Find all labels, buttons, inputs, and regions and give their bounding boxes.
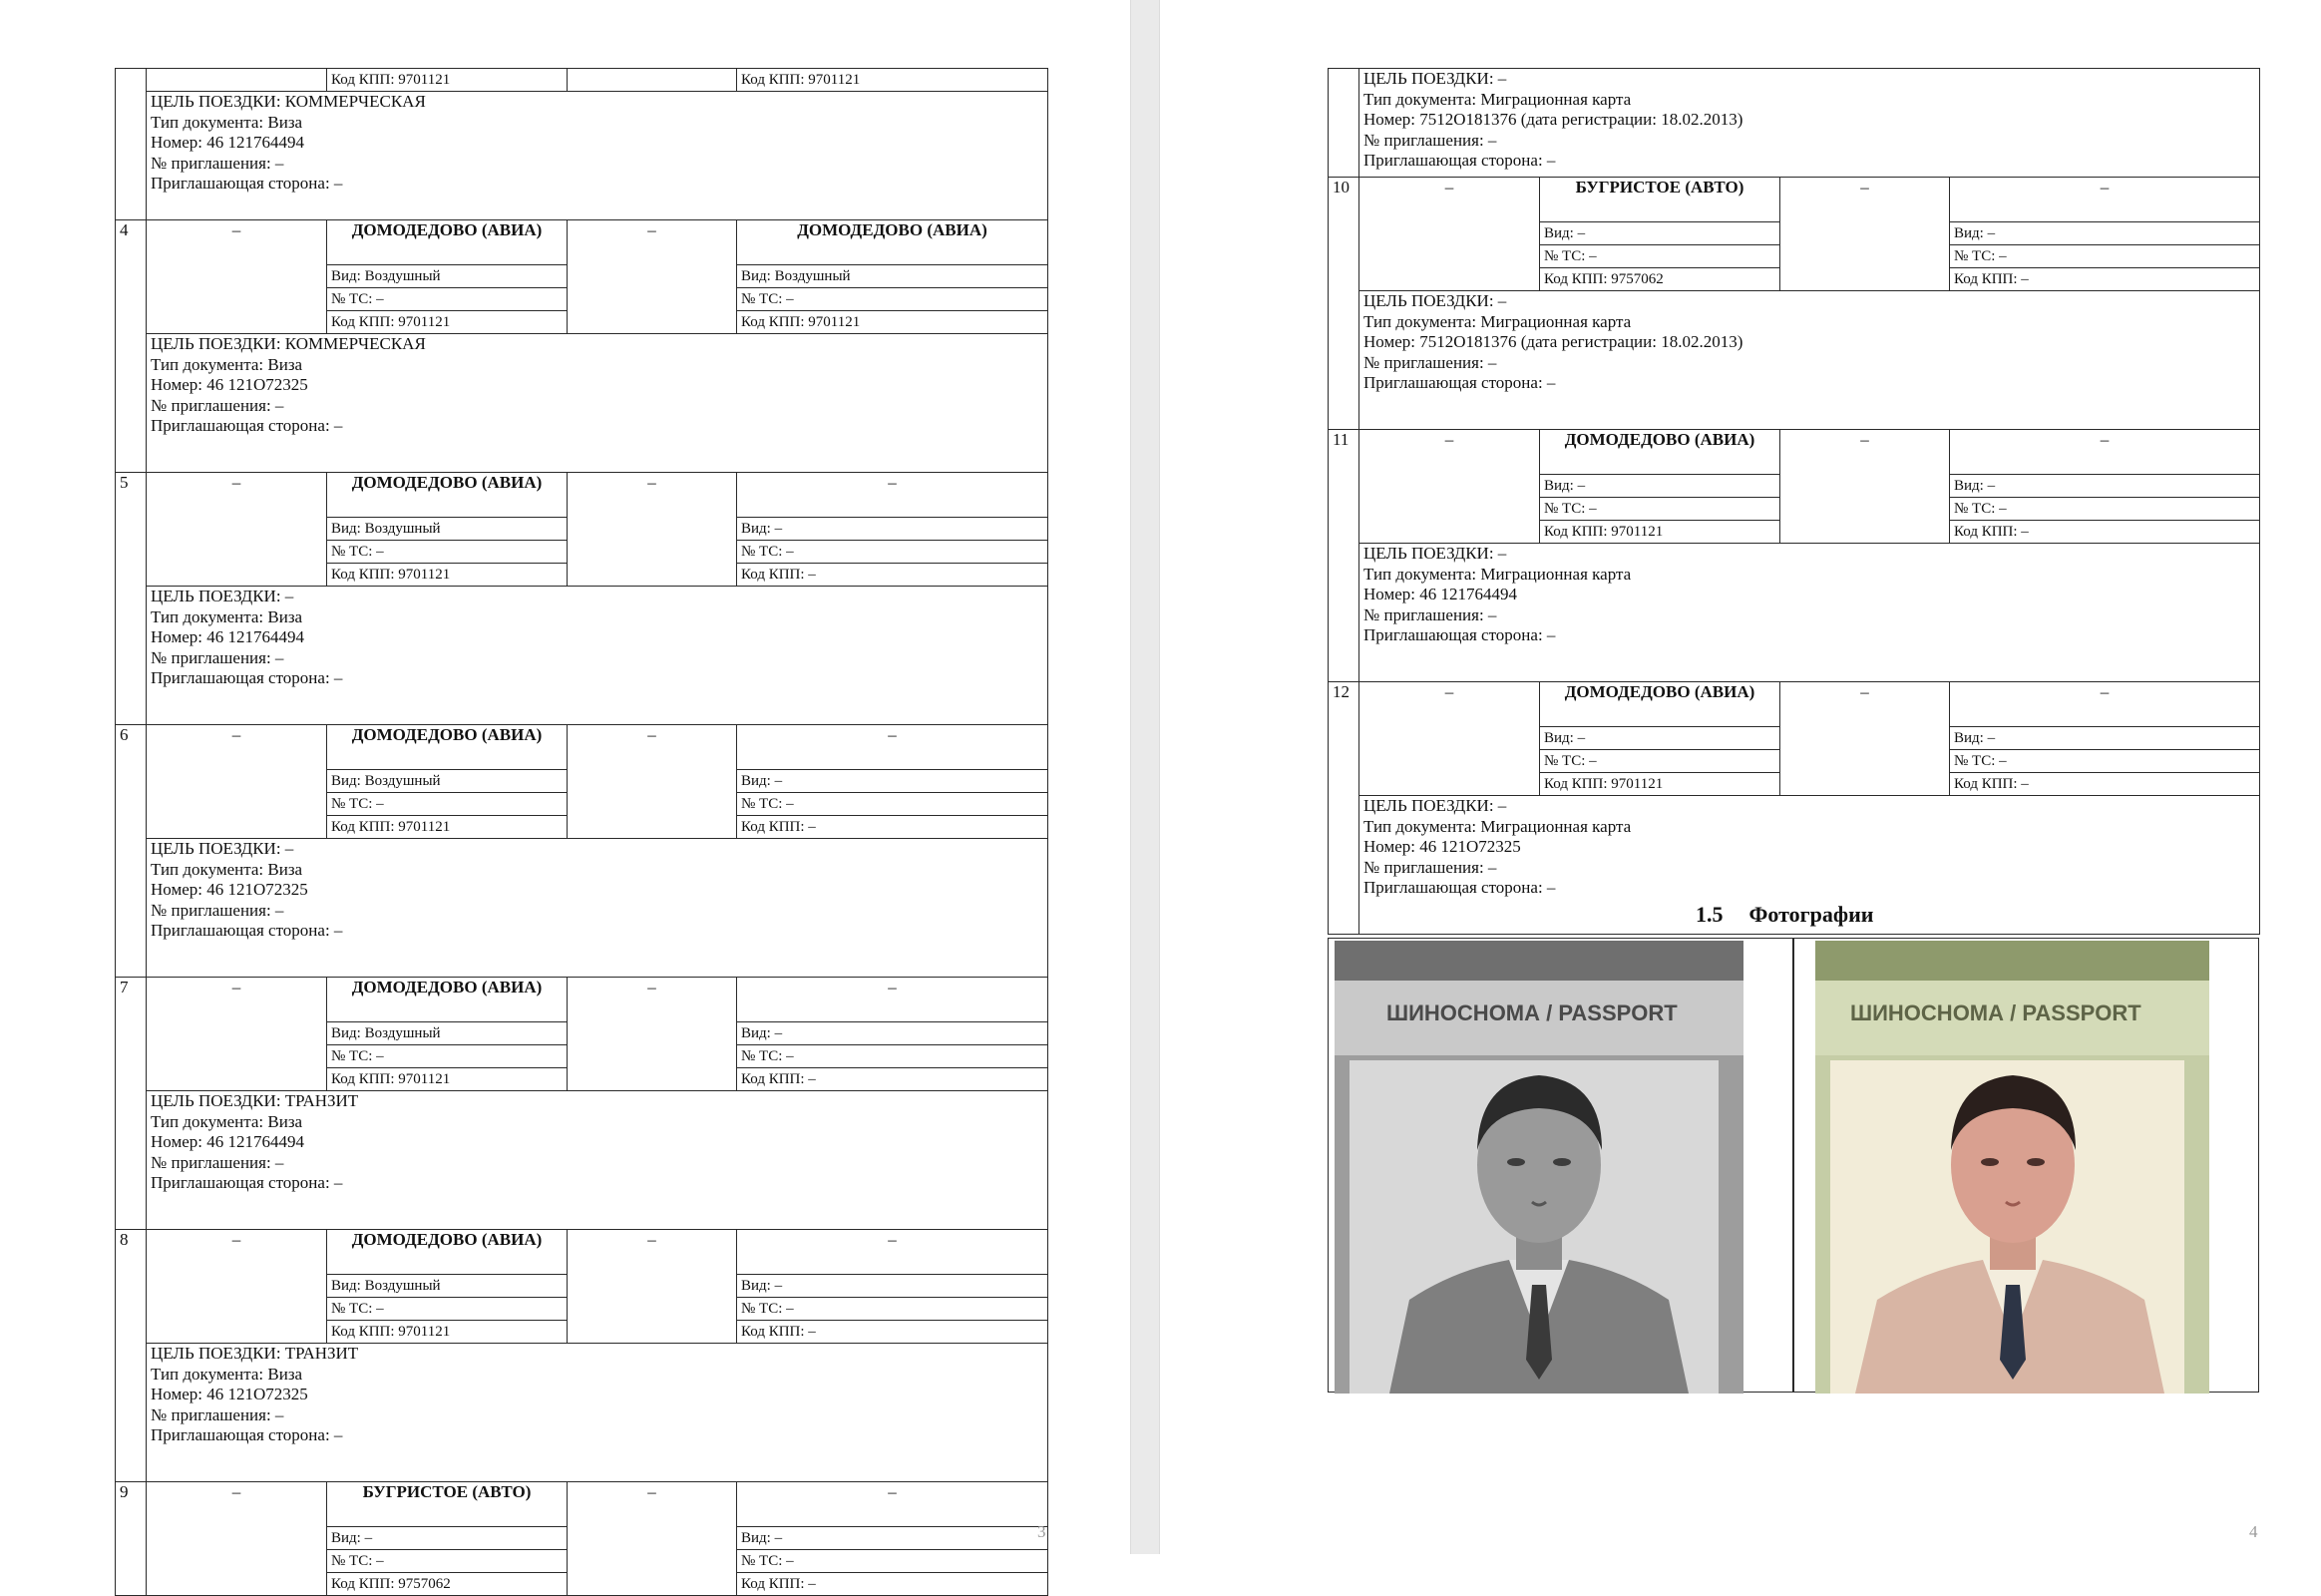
crossing-row (1329, 430, 2260, 475)
date-cell: – (568, 978, 737, 1091)
row-number: 11 (1329, 430, 1359, 682)
row-number: 7 (116, 978, 147, 1230)
purpose-row (1329, 69, 2260, 178)
purpose-line: ЦЕЛЬ ПОЕЗДКИ: – (1363, 796, 1507, 815)
trip-details-cell (1359, 544, 2260, 682)
entry-transport-kind: Вид: Воздушный (327, 1022, 568, 1045)
invitation-line: № приглашения: – (1363, 352, 1497, 372)
date-cell: – (1359, 430, 1540, 544)
invitation-line: № приглашения: – (151, 900, 284, 920)
row-number: 6 (116, 725, 147, 978)
date-cell: – (568, 220, 737, 334)
exit-checkpoint-code: Код КПП: – (737, 816, 1048, 839)
purpose-line: ЦЕЛЬ ПОЕЗДКИ: – (151, 587, 294, 605)
exit-transport-kind: Вид: – (737, 1275, 1048, 1298)
purpose-row (116, 334, 1048, 473)
invitation-line: № приглашения: – (151, 1404, 284, 1424)
inviting-party-line: Приглашающая сторона: – (151, 668, 343, 688)
exit-point: – (1950, 682, 2260, 727)
entry-checkpoint-code: Код КПП: 9701121 (1540, 521, 1780, 544)
entry-vehicle-number: № ТС: – (327, 1550, 568, 1573)
purpose-row (1329, 544, 2260, 682)
entry-checkpoint-code: Код КПП: 9701121 (327, 1068, 568, 1091)
purpose-line: ЦЕЛЬ ПОЕЗДКИ: – (1363, 544, 1507, 563)
doc-type-line: Тип документа: Миграционная карта (1363, 564, 1632, 584)
photos-table (1328, 938, 2259, 1393)
entry-vehicle-number: № ТС: – (327, 288, 568, 311)
entry-point: ДОМОДЕДОВО (АВИА) (327, 473, 568, 518)
crossings-table-page-4 (1328, 68, 2260, 935)
entry-checkpoint-code: Код КПП: 9701121 (327, 311, 568, 334)
passport-label: ШИНОСНОМА / PASSPORT (1386, 1000, 1678, 1025)
date-cell: – (568, 1482, 737, 1596)
doc-number-line: Номер: 7512О181376 (дата регистрации: 18.02.2013) (1363, 332, 1743, 352)
entry-transport-kind: Вид: Воздушный (327, 518, 568, 541)
section-number: 1.5 (1696, 902, 1724, 927)
entry-vehicle-number: № ТС: – (327, 1045, 568, 1068)
doc-type-line: Тип документа: Миграционная карта (1363, 89, 1632, 109)
crossing-row (1329, 178, 2260, 222)
date-cell: – (568, 1230, 737, 1344)
invitation-line: № приглашения: – (151, 395, 284, 415)
purpose-line: ЦЕЛЬ ПОЕЗДКИ: ТРАНЗИТ (151, 1344, 359, 1363)
doc-number-line: Номер: 46 121764494 (151, 627, 304, 647)
entry-vehicle-number: № ТС: – (327, 541, 568, 564)
entry-transport-kind: Вид: Воздушный (327, 770, 568, 793)
exit-checkpoint-code: Код КПП: – (737, 1321, 1048, 1344)
section-heading (1696, 902, 1873, 928)
entry-transport-kind: Вид: Воздушный (327, 1275, 568, 1298)
doc-number-line: Номер: 7512О181376 (дата регистрации: 18.02.2013) (1363, 110, 1743, 130)
exit-transport-kind: Вид: – (737, 1022, 1048, 1045)
date-cell: – (1780, 682, 1950, 796)
crossings-table-page-3 (115, 68, 1048, 1596)
exit-transport-kind: Вид: – (737, 518, 1048, 541)
purpose-row (1329, 291, 2260, 430)
entry-transport-kind: Вид: – (1540, 727, 1780, 750)
exit-point: – (1950, 430, 2260, 475)
purpose-line: ЦЕЛЬ ПОЕЗДКИ: – (1363, 291, 1507, 310)
entry-checkpoint-code: Код КПП: 9757062 (327, 1573, 568, 1596)
row-number: 10 (1329, 178, 1359, 430)
doc-type-line: Тип документа: Виза (151, 1111, 303, 1131)
purpose-line: ЦЕЛЬ ПОЕЗДКИ: КОММЕРЧЕСКАЯ (151, 92, 426, 111)
inviting-party-line: Приглашающая сторона: – (151, 416, 343, 436)
inviting-party-line: Приглашающая сторона: – (1363, 625, 1556, 645)
crossing-row (116, 220, 1048, 265)
date-cell: – (1780, 178, 1950, 291)
invitation-line: № приглашения: – (151, 153, 284, 173)
trip-details-cell (147, 587, 1048, 725)
invitation-line: № приглашения: – (1363, 130, 1497, 150)
row-number (1329, 69, 1359, 178)
crossing-row (116, 473, 1048, 518)
entry-point: ДОМОДЕДОВО (АВИА) (1540, 682, 1780, 727)
invitation-line: № приглашения: – (1363, 857, 1497, 877)
exit-transport-kind: Вид: – (737, 1527, 1048, 1550)
exit-checkpoint-code: Код КПП: 9701121 (737, 311, 1048, 334)
purpose-line: ЦЕЛЬ ПОЕЗДКИ: ТРАНЗИТ (151, 1091, 359, 1110)
entry-checkpoint-code: Код КПП: 9701121 (1540, 773, 1780, 796)
exit-point: ДОМОДЕДОВО (АВИА) (737, 220, 1048, 265)
inviting-party-line: Приглашающая сторона: – (1363, 373, 1556, 393)
exit-transport-kind: Вид: – (1950, 222, 2260, 245)
exit-vehicle-number: № ТС: – (737, 1298, 1048, 1321)
entry-checkpoint-code: Код КПП: 9701121 (327, 69, 568, 92)
inviting-party-line: Приглашающая сторона: – (1363, 151, 1556, 171)
exit-checkpoint-code: Код КПП: – (1950, 268, 2260, 291)
trip-details-cell (1359, 291, 2260, 430)
row-number: 5 (116, 473, 147, 725)
crossing-subrow (116, 69, 1048, 92)
document-page-3 (0, 0, 1130, 1592)
invitation-line: № приглашения: – (1363, 604, 1497, 624)
date-cell: – (1359, 682, 1540, 796)
inviting-party-line: Приглашающая сторона: – (151, 1425, 343, 1445)
inviting-party-line: Приглашающая сторона: – (151, 174, 343, 194)
doc-number-line: Номер: 46 121764494 (1363, 585, 1517, 604)
exit-checkpoint-code: Код КПП: 9701121 (737, 69, 1048, 92)
purpose-line: ЦЕЛЬ ПОЕЗДКИ: – (151, 839, 294, 858)
crossing-row (1329, 682, 2260, 727)
exit-point: – (1950, 178, 2260, 222)
trip-details-cell (147, 334, 1048, 473)
exit-checkpoint-code: Код КПП: – (1950, 773, 2260, 796)
entry-vehicle-number: № ТС: – (1540, 245, 1780, 268)
section-title: Фотографии (1748, 902, 1874, 927)
purpose-row (116, 587, 1048, 725)
entry-point: ДОМОДЕДОВО (АВИА) (1540, 430, 1780, 475)
purpose-row (116, 1344, 1048, 1482)
exit-vehicle-number: № ТС: – (1950, 750, 2260, 773)
row-number: 9 (116, 1482, 147, 1596)
passport-photo-color (1815, 941, 2209, 1394)
date-cell (147, 69, 327, 92)
purpose-row (116, 1091, 1048, 1230)
entry-checkpoint-code: Код КПП: 9757062 (1540, 268, 1780, 291)
exit-vehicle-number: № ТС: – (1950, 245, 2260, 268)
crossing-row (116, 978, 1048, 1022)
entry-point: БУГРИСТОЕ (АВТО) (327, 1482, 568, 1527)
exit-transport-kind: Вид: – (1950, 475, 2260, 498)
exit-point: – (737, 725, 1048, 770)
trip-details-cell (147, 1091, 1048, 1230)
entry-checkpoint-code: Код КПП: 9701121 (327, 1321, 568, 1344)
entry-transport-kind: Вид: Воздушный (327, 265, 568, 288)
inviting-party-line: Приглашающая сторона: – (151, 1173, 343, 1193)
exit-vehicle-number: № ТС: – (1950, 498, 2260, 521)
date-cell: – (568, 725, 737, 839)
doc-type-line: Тип документа: Виза (151, 354, 303, 374)
purpose-line: ЦЕЛЬ ПОЕЗДКИ: – (1363, 69, 1507, 88)
exit-vehicle-number: № ТС: – (737, 1045, 1048, 1068)
page-number: 4 (2249, 1522, 2258, 1541)
passport-photo-grayscale (1335, 941, 1743, 1394)
exit-point: – (737, 1230, 1048, 1275)
inviting-party-line: Приглашающая сторона: – (151, 921, 343, 941)
date-cell: – (147, 473, 327, 587)
page-number: 3 (1037, 1522, 1046, 1541)
date-cell: – (147, 220, 327, 334)
exit-checkpoint-code: Код КПП: – (737, 1068, 1048, 1091)
date-cell: – (147, 1230, 327, 1344)
crossing-row (116, 1482, 1048, 1527)
crossing-row (116, 725, 1048, 770)
trip-details-cell (147, 92, 1048, 220)
entry-point: ДОМОДЕДОВО (АВИА) (327, 1230, 568, 1275)
date-cell: – (1359, 178, 1540, 291)
entry-checkpoint-code: Код КПП: 9701121 (327, 816, 568, 839)
entry-vehicle-number: № ТС: – (327, 793, 568, 816)
exit-vehicle-number: № ТС: – (737, 541, 1048, 564)
trip-details-cell (147, 1344, 1048, 1482)
exit-checkpoint-code: Код КПП: – (737, 564, 1048, 587)
entry-point: БУГРИСТОЕ (АВТО) (1540, 178, 1780, 222)
purpose-row (116, 839, 1048, 978)
entry-vehicle-number: № ТС: – (1540, 750, 1780, 773)
doc-number-line: Номер: 46 121О72325 (151, 880, 308, 900)
entry-point: ДОМОДЕДОВО (АВИА) (327, 220, 568, 265)
entry-vehicle-number: № ТС: – (1540, 498, 1780, 521)
doc-number-line: Номер: 46 121О72325 (1363, 837, 1521, 857)
exit-checkpoint-code: Код КПП: – (1950, 521, 2260, 544)
doc-number-line: Номер: 46 121О72325 (151, 1385, 308, 1404)
entry-checkpoint-code: Код КПП: 9701121 (327, 564, 568, 587)
date-cell (568, 69, 737, 92)
doc-number-line: Номер: 46 121764494 (151, 133, 304, 153)
row-number: 8 (116, 1230, 147, 1482)
exit-transport-kind: Вид: Воздушный (737, 265, 1048, 288)
doc-type-line: Тип документа: Виза (151, 859, 303, 879)
invitation-line: № приглашения: – (151, 1152, 284, 1172)
crossing-row (116, 1230, 1048, 1275)
date-cell: – (147, 978, 327, 1091)
purpose-line: ЦЕЛЬ ПОЕЗДКИ: КОММЕРЧЕСКАЯ (151, 334, 426, 353)
passport-label: ШИНОСНОМА / PASSPORT (1850, 1000, 2141, 1025)
row-number: 12 (1329, 682, 1359, 935)
exit-point: – (737, 473, 1048, 518)
doc-type-line: Тип документа: Виза (151, 606, 303, 626)
trip-details-cell (147, 839, 1048, 978)
photo-column-divider (1792, 939, 1794, 1392)
date-cell: – (147, 725, 327, 839)
exit-checkpoint-code: Код КПП: – (737, 1573, 1048, 1596)
row-number (116, 69, 147, 220)
doc-type-line: Тип документа: Миграционная карта (1363, 311, 1632, 331)
exit-vehicle-number: № ТС: – (737, 288, 1048, 311)
exit-vehicle-number: № ТС: – (737, 793, 1048, 816)
doc-type-line: Тип документа: Виза (151, 112, 303, 132)
entry-transport-kind: Вид: – (1540, 475, 1780, 498)
exit-transport-kind: Вид: – (1950, 727, 2260, 750)
entry-point: ДОМОДЕДОВО (АВИА) (327, 725, 568, 770)
entry-transport-kind: Вид: – (1540, 222, 1780, 245)
entry-point: ДОМОДЕДОВО (АВИА) (327, 978, 568, 1022)
doc-number-line: Номер: 46 121764494 (151, 1132, 304, 1152)
doc-type-line: Тип документа: Миграционная карта (1363, 816, 1632, 836)
exit-transport-kind: Вид: – (737, 770, 1048, 793)
exit-vehicle-number: № ТС: – (737, 1550, 1048, 1573)
date-cell: – (147, 1482, 327, 1596)
date-cell: – (568, 473, 737, 587)
exit-point: – (737, 978, 1048, 1022)
entry-vehicle-number: № ТС: – (327, 1298, 568, 1321)
doc-number-line: Номер: 46 121О72325 (151, 375, 308, 395)
page-gutter (1130, 0, 1160, 1554)
entry-transport-kind: Вид: – (327, 1527, 568, 1550)
row-number: 4 (116, 220, 147, 473)
doc-type-line: Тип документа: Виза (151, 1364, 303, 1384)
purpose-row (116, 92, 1048, 220)
invitation-line: № приглашения: – (151, 647, 284, 667)
exit-point: – (737, 1482, 1048, 1527)
trip-details-cell (1359, 69, 2260, 178)
inviting-party-line: Приглашающая сторона: – (1363, 878, 1556, 898)
date-cell: – (1780, 430, 1950, 544)
